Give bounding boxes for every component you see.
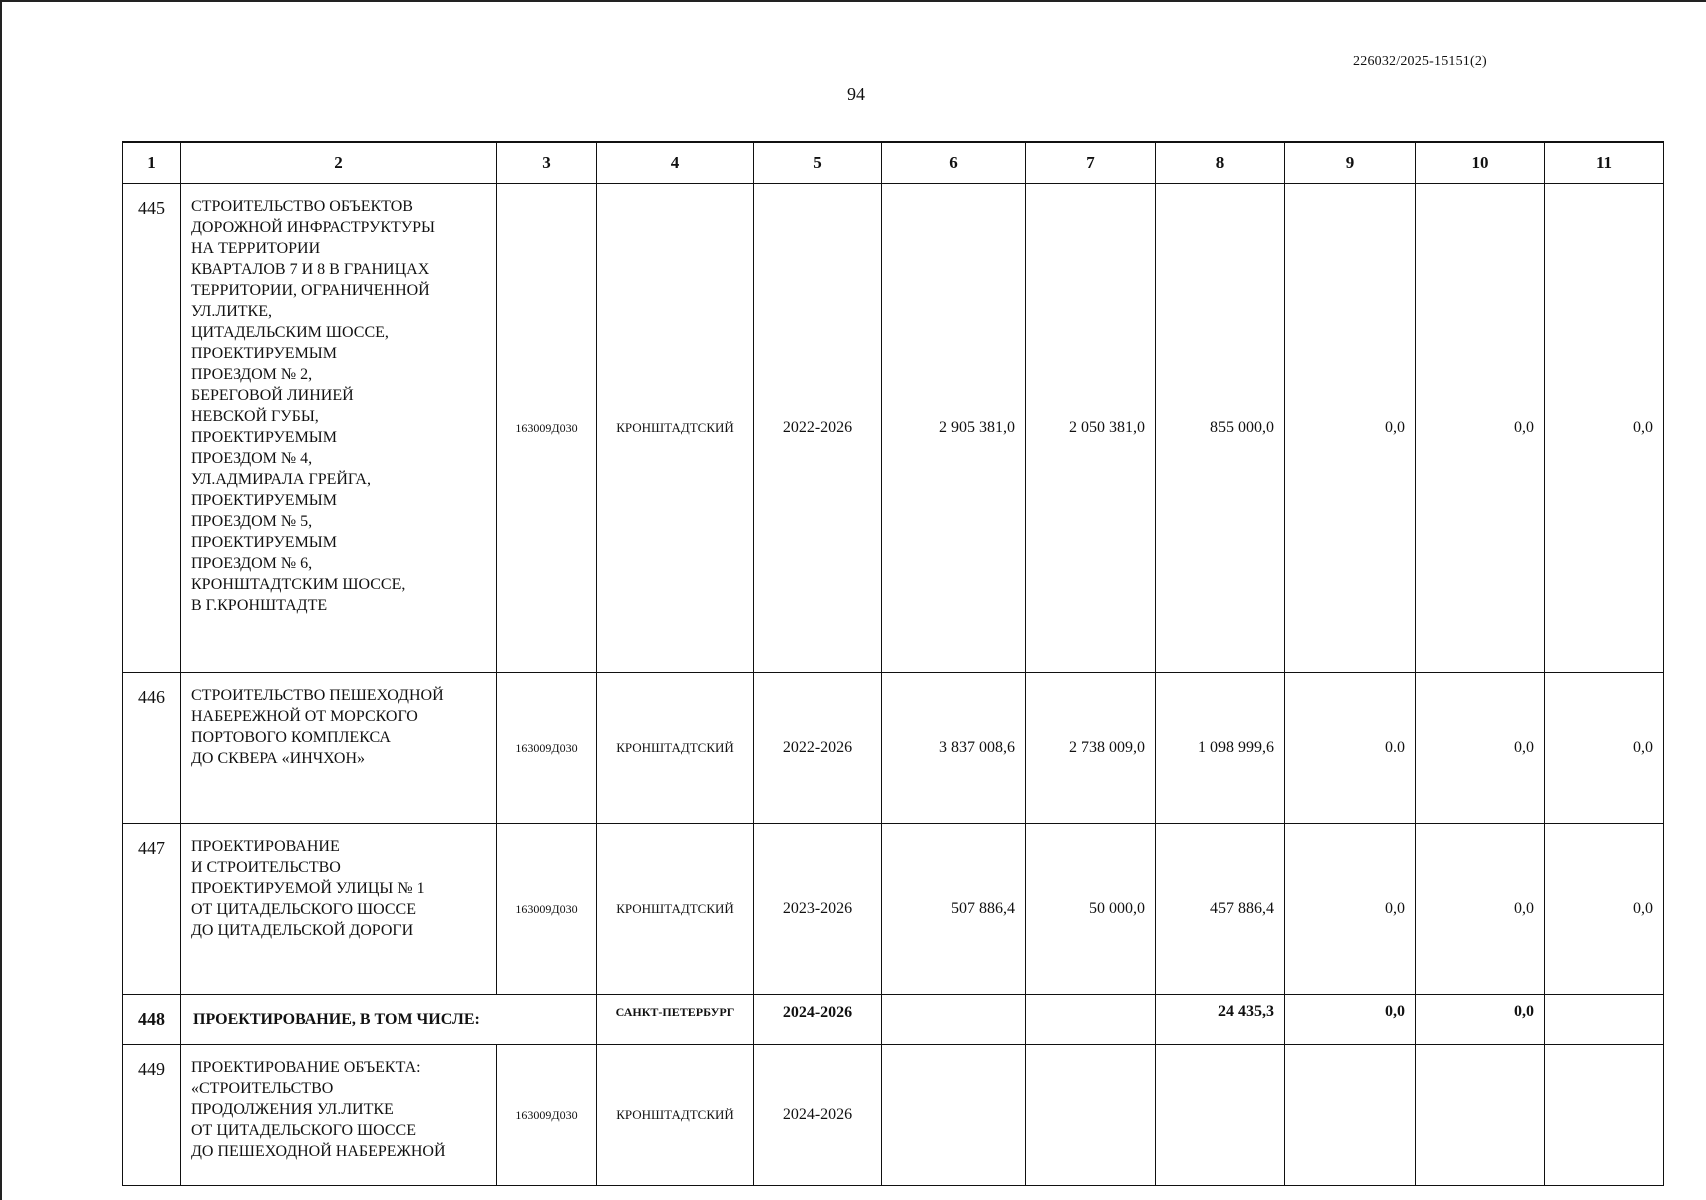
table-header [123, 142, 1664, 184]
column-header: 11 [1545, 142, 1664, 184]
value-col-6: 2 905 381,0 [882, 184, 1026, 673]
value-col-9: 0.0 [1285, 673, 1416, 824]
years: 2023-2026 [754, 824, 882, 995]
document-registration-number: 226032/2025-15151(2) [1353, 54, 1487, 69]
value-col-10 [1416, 1045, 1545, 1186]
value-col-6: 3 837 008,6 [882, 673, 1026, 824]
column-header: 5 [754, 142, 882, 184]
value-col-7: 50 000,0 [1026, 824, 1156, 995]
column-header: 7 [1026, 142, 1156, 184]
value-col-10: 0,0 [1416, 673, 1545, 824]
page-number: 94 [847, 84, 865, 104]
years: 2024-2026 [754, 995, 882, 1045]
value-col-8 [1156, 1045, 1285, 1186]
column-header: 9 [1285, 142, 1416, 184]
row-number: 447 [123, 824, 181, 995]
object-code: 163009Д030 [497, 673, 597, 824]
column-header: 6 [882, 142, 1026, 184]
value-col-6: 507 886,4 [882, 824, 1026, 995]
district: КРОНШТАДТСКИЙ [597, 673, 754, 824]
value-col-10: 0,0 [1416, 995, 1545, 1045]
value-col-7: 2 738 009,0 [1026, 673, 1156, 824]
value-col-8: 457 886,4 [1156, 824, 1285, 995]
district: КРОНШТАДТСКИЙ [597, 184, 754, 673]
value-col-7: 2 050 381,0 [1026, 184, 1156, 673]
column-header: 2 [181, 142, 497, 184]
budget-table [122, 141, 1664, 1186]
table-row [123, 184, 1664, 673]
table-row [123, 1045, 1664, 1186]
column-header: 4 [597, 142, 754, 184]
section-title: ПРОЕКТИРОВАНИЕ, В ТОМ ЧИСЛЕ: [181, 995, 597, 1045]
object-name: ПРОЕКТИРОВАНИЕ ОБЪЕКТА: «СТРОИТЕЛЬСТВО ПРОДОЛЖЕНИЯ УЛ.ЛИТКЕ ОТ ЦИТАДЕЛЬСКОГО ШОССЕ ДО ПЕШЕХОДНОЙ НАБЕРЕЖНОЙ [181, 1045, 497, 1186]
table-row [123, 673, 1664, 824]
years: 2022-2026 [754, 673, 882, 824]
value-col-11: 0,0 [1545, 673, 1664, 824]
value-col-7 [1026, 1045, 1156, 1186]
value-col-11: 0,0 [1545, 184, 1664, 673]
years: 2024-2026 [754, 1045, 882, 1186]
value-col-9: 0,0 [1285, 824, 1416, 995]
value-col-11 [1545, 995, 1664, 1045]
object-code: 163009Д030 [497, 1045, 597, 1186]
district: САНКТ-ПЕТЕРБУРГ [597, 995, 754, 1045]
row-number: 448 [123, 995, 181, 1045]
column-header: 10 [1416, 142, 1545, 184]
object-name: СТРОИТЕЛЬСТВО ОБЪЕКТОВ ДОРОЖНОЙ ИНФРАСТРУКТУРЫ НА ТЕРРИТОРИИ КВАРТАЛОВ 7 И 8 В ГРАНИЦАХ ТЕРРИТОРИИ, ОГРАНИЧЕННОЙ УЛ.ЛИТКЕ, ЦИТАДЕЛЬСКИМ ШОССЕ, ПРОЕКТИРУЕМЫМ ПРОЕЗДОМ № 2, БЕРЕГОВОЙ ЛИНИЕЙ НЕВСКОЙ ГУБЫ, ПРОЕКТИРУЕМЫМ ПРОЕЗДОМ № 4, УЛ.АДМИРАЛА ГРЕЙГА, ПРОЕКТИРУЕМЫМ ПРОЕЗДОМ № 5, ПРОЕКТИРУЕМЫМ ПРОЕЗДОМ № 6, КРОНШТАДТСКИМ ШОССЕ, В Г.КРОНШТАДТЕ [181, 184, 497, 673]
row-number: 446 [123, 673, 181, 824]
object-name: ПРОЕКТИРОВАНИЕ И СТРОИТЕЛЬСТВО ПРОЕКТИРУЕМОЙ УЛИЦЫ № 1 ОТ ЦИТАДЕЛЬСКОГО ШОССЕ ДО ЦИТАДЕЛЬСКОЙ ДОРОГИ [181, 824, 497, 995]
column-header: 8 [1156, 142, 1285, 184]
value-col-11: 0,0 [1545, 824, 1664, 995]
value-col-10: 0,0 [1416, 824, 1545, 995]
table-row-subtotal [123, 995, 1664, 1045]
value-col-8: 24 435,3 [1156, 995, 1285, 1045]
value-col-8: 855 000,0 [1156, 184, 1285, 673]
value-col-9 [1285, 1045, 1416, 1186]
object-code: 163009Д030 [497, 184, 597, 673]
value-col-9: 0,0 [1285, 995, 1416, 1045]
row-number: 449 [123, 1045, 181, 1186]
value-col-6 [882, 1045, 1026, 1186]
object-name: СТРОИТЕЛЬСТВО ПЕШЕХОДНОЙ НАБЕРЕЖНОЙ ОТ МОРСКОГО ПОРТОВОГО КОМПЛЕКСА ДО СКВЕРА «ИНЧХОН» [181, 673, 497, 824]
column-header: 3 [497, 142, 597, 184]
value-col-6 [882, 995, 1026, 1045]
value-col-10: 0,0 [1416, 184, 1545, 673]
column-header: 1 [123, 142, 181, 184]
value-col-8: 1 098 999,6 [1156, 673, 1285, 824]
years: 2022-2026 [754, 184, 882, 673]
row-number: 445 [123, 184, 181, 673]
value-col-9: 0,0 [1285, 184, 1416, 673]
value-col-11 [1545, 1045, 1664, 1186]
value-col-7 [1026, 995, 1156, 1045]
table-row [123, 824, 1664, 995]
district: КРОНШТАДТСКИЙ [597, 824, 754, 995]
district: КРОНШТАДТСКИЙ [597, 1045, 754, 1186]
object-code: 163009Д030 [497, 824, 597, 995]
